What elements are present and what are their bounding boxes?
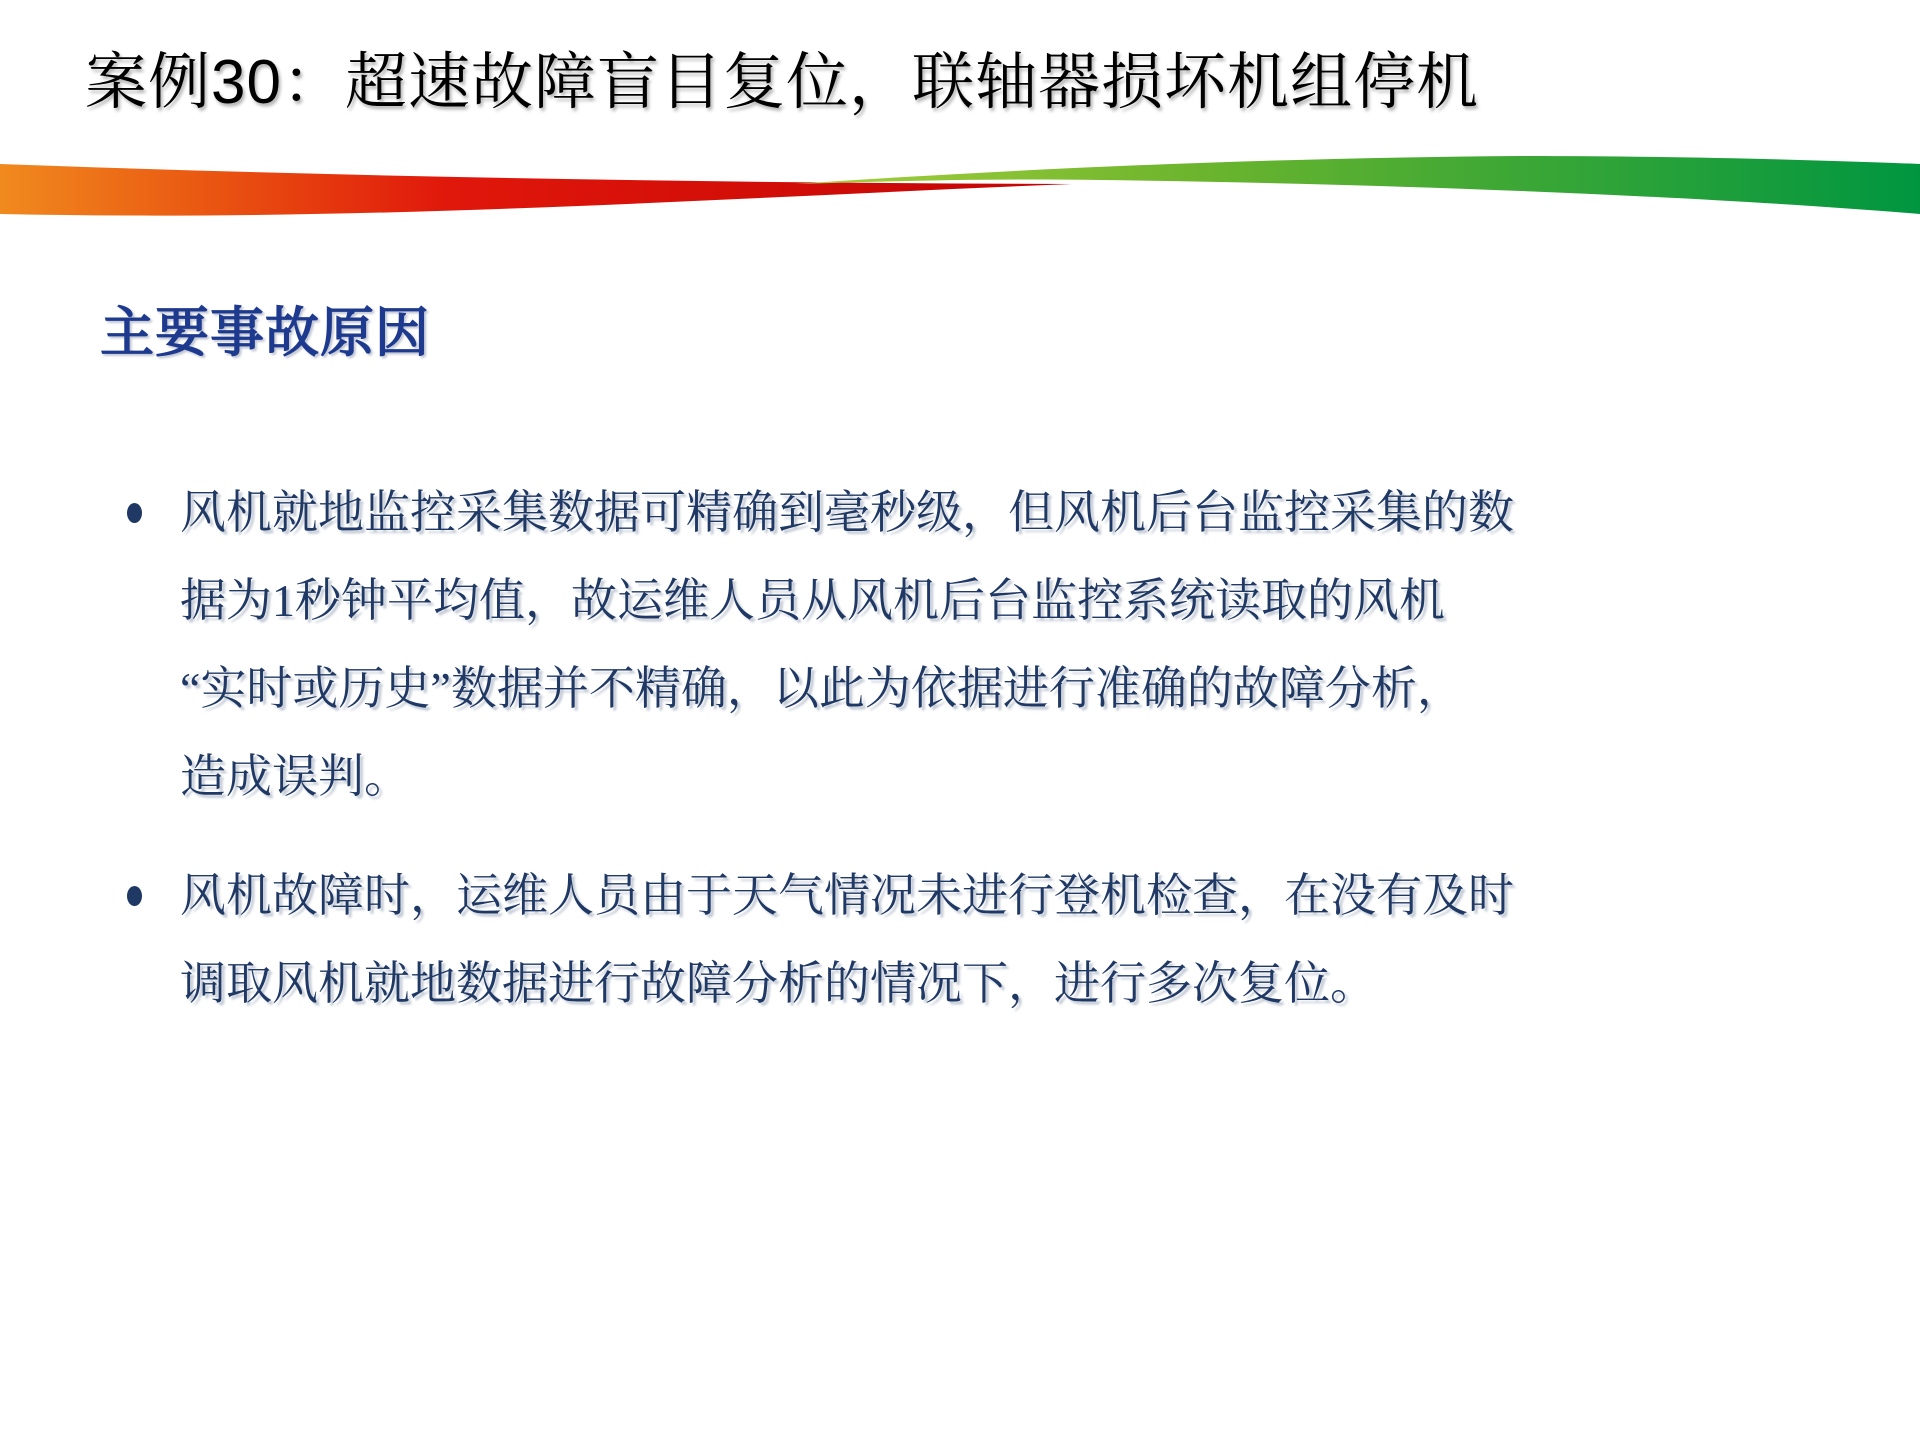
ribbon-green-band [795,156,1920,214]
slide-title: 案例30：超速故障盲目复位，联轴器损坏机组停机 [85,48,1479,117]
bullet-list [105,469,1565,1028]
bullet-dot [127,886,142,906]
bullet-text-1 [180,469,1514,821]
bullet-1-line-4: 造成误判。 [180,751,410,802]
bullet-1-line-2: 据为1秒钟平均值，故运维人员从风机后台监控系统读取的风机 [180,575,1445,626]
bullet-2-line-2: 调取风机就地数据进行故障分析的情况下，进行多次复位。 [180,958,1376,1009]
bullet-1-line-3: “实时或历史”数据并不精确，以此为依据进行准确的故障分析， [180,663,1463,714]
bullet-item-2 [105,852,1565,1028]
bullet-item-1 [105,469,1565,821]
bullet-text-2 [180,852,1514,1028]
bullet-1-line-1: 风机就地监控采集数据可精确到毫秒级，但风机后台监控采集的数 [180,487,1514,538]
bullet-2-line-1: 风机故障时，运维人员由于天气情况未进行登机检查，在没有及时 [180,870,1514,921]
ribbon-red-band [0,164,1072,216]
bullet-dot [127,503,142,523]
section-heading: 主要事故原因 [100,303,430,363]
